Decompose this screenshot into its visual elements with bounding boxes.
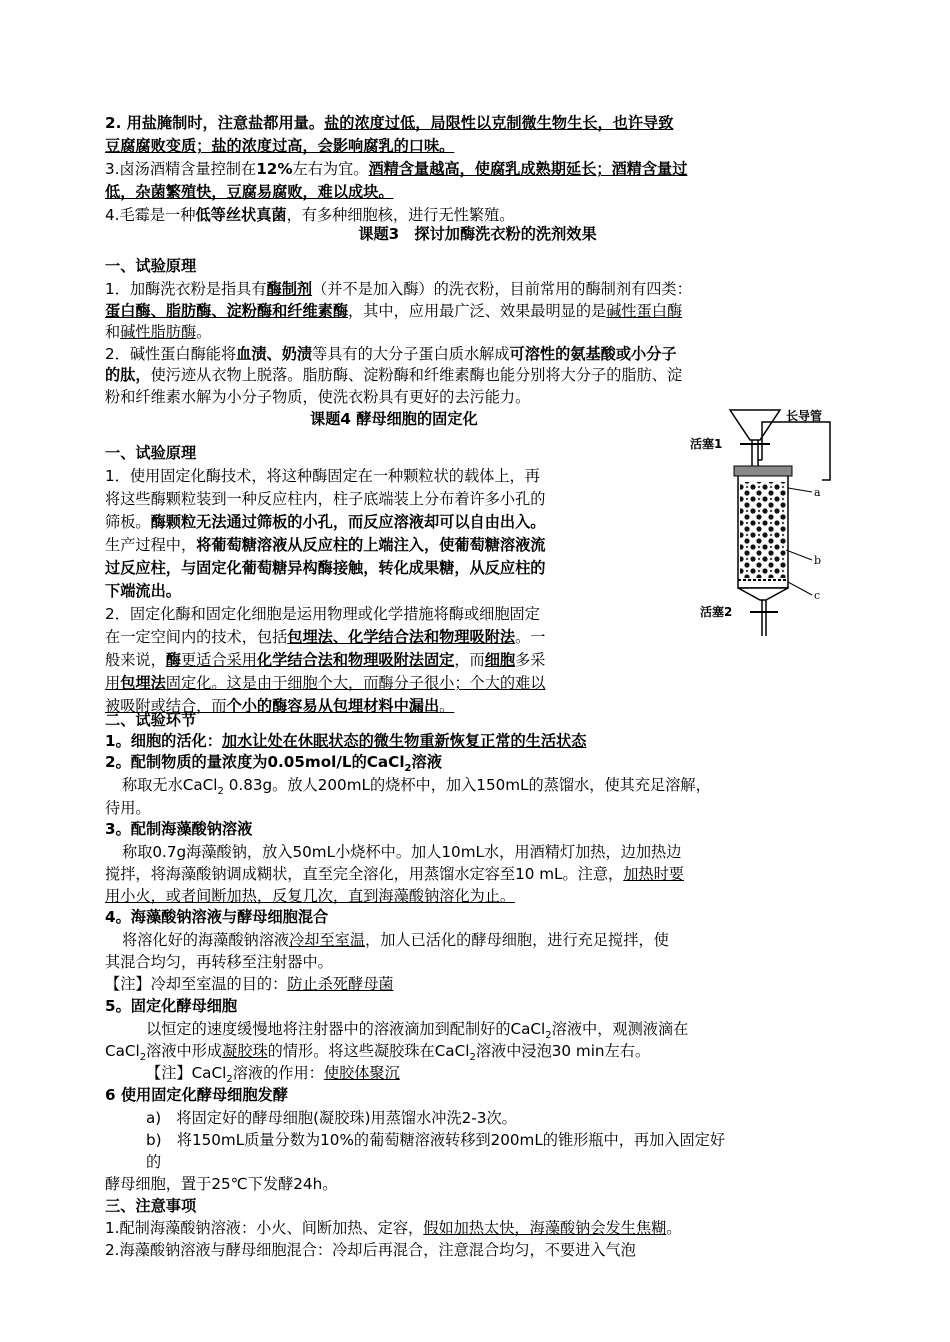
text-run: 酶制剂 [266,280,313,298]
text-run: 使污迹从衣物上脱落。脂肪酶、淀粉酶和纤维素酶也能分别将大分子的脂肪、淀 [150,366,683,384]
text-line [105,1218,850,1238]
column-bottom [738,588,788,600]
text-line [105,886,850,906]
text-run: 溶液中浸泡30 min左右。 [475,1042,651,1060]
text-run: 12% [256,160,293,178]
text-run: 碱性蛋白酶 [606,302,683,320]
text-run: 1.配制海藻酸钠溶液：小火、间断加热、定容， [105,1219,424,1237]
text-line [105,1041,850,1061]
text-run: CaCl [105,1042,140,1060]
text-run: 。 [196,323,212,341]
section-heading: 三、注意事项 [105,1197,197,1215]
subscript: 2 [139,1052,147,1061]
text-run: ，而 [454,651,485,669]
text-run: 加热时要 [623,865,684,883]
text-line [105,322,850,342]
text-run: 【注】CaCl [146,1064,227,1082]
text-run: 溶液中，观测液滴在 [551,1020,689,1038]
reactor-column-figure [690,400,860,640]
text-run: 2. 用盐腌制时，注意盐都用量。 [105,114,325,132]
text-line: 下端流出。 [105,582,181,600]
section-heading: 二、试验环节 [105,711,197,729]
text-run: 凝胶珠 [222,1042,268,1060]
text-line: 的 [146,1153,162,1171]
text-run: 加水让处在休眠状态的微生物重新恢复正常的生活状态 [221,732,587,750]
text-run: 左右为宜。 [292,160,369,178]
text-line [105,159,850,179]
text-run: ，其中，应用最广泛、效果最明显的是 [348,302,607,320]
step-title: 5。固定化酵母细胞 [105,997,238,1015]
text-run: 细胞 [484,651,516,669]
text-line: 称取0.7g海藻酸钠，放入50mL小烧杯中。加人10mL水，用酒精灯加热，边加热边 [122,843,682,861]
text-line [122,775,850,795]
text-run: 将溶化好的海藻酸钠溶液 [122,931,290,949]
figure-label-valve1: 活塞1 [690,437,723,451]
text-line [105,535,675,555]
text-run: 包埋法 [120,674,166,692]
text-run: 被吸附或结合，而 [105,697,227,715]
top-stopper [734,466,792,476]
text-line: 待用。 [105,799,151,817]
text-run: 多采 [515,651,546,669]
text-run: 酶颗粒无法通过筛板的小孔，而反应溶液却可以自由出入。 [150,513,546,531]
text-run: 搅拌，将海藻酸钠调成糊状，直至完全溶化，用蒸馏水定容至10 mL。注意， [105,865,624,883]
text-run: 低等丝状真菌 [195,206,287,224]
text-run: 生产过程中， [105,536,197,554]
text-run: 固定化。这是由于细胞个大，而酶分子很小；个大的难以 [165,674,546,692]
text-run: 化学结合法和物理吸附法固定 [256,651,455,669]
text-line [105,113,850,133]
text-line [105,301,850,321]
funnel-shape [730,410,780,440]
text-run: 以恒定的速度缓慢地将注射器中的溶液滴加到配制好的CaCl [146,1020,546,1038]
text-run: 溶液中形成 [146,1042,223,1060]
text-line [105,864,850,884]
leader-a [788,488,812,492]
text-run: 酶 [165,651,181,669]
text-line [105,344,850,364]
text-run: 蛋白酶、脂肪酶、淀粉酶和纤维素酶 [105,302,348,320]
text-run: 【注】冷却至室温的目的： [105,975,288,993]
list-item: a) 将固定好的酵母细胞(凝胶珠)用蒸馏水冲洗2-3次。 [146,1109,517,1127]
figure-label-tube: 长导管 [786,409,823,423]
text-line [105,182,850,202]
gel-beads [740,482,786,578]
text-run: 。一 [515,628,546,646]
text-run: 在一定空间内的技术，包括 [105,628,288,646]
text-run: 4.毛霉是一种 [105,206,196,224]
text-run: 的肽， [105,366,151,384]
figure-label-c: c [814,589,821,602]
text-line: 过反应柱，与固定化葡萄糖异构酶接触，转化成果糖，从反应柱的 [105,559,546,577]
text-line [122,930,850,950]
text-run: ，加人已活化的酵母细胞，进行充足搅拌，使 [365,931,669,949]
text-run: 粉和纤维素水解为小分子物质，使洗衣粉具有更好的去污能力。 [105,388,531,406]
text-run: 1．加酶洗衣粉是指具有 [105,280,267,298]
text-line: 2．固定化酶和固定化细胞是运用物理或化学措施将酶或细胞固定 [105,605,540,623]
text-line [105,731,850,751]
subscript: 2 [217,786,224,795]
text-run: 1。细胞的活化： [105,732,222,750]
text-run: 防止杀死酵母菌 [287,975,394,993]
text-run: 将葡萄糖溶液从反应柱的上端注入，使葡萄糖溶液流 [196,536,546,554]
step-title [105,752,850,772]
text-line: 其混合均匀，再转移至注射器中。 [105,953,333,971]
section-heading: 一、试验原理 [105,444,197,462]
leader-b [786,550,812,560]
text-run: 溶液 [411,753,442,771]
subscript: 2 [545,1030,552,1039]
text-line [105,205,850,225]
text-run: 使胶体聚沉 [323,1064,400,1082]
text-run: 0.83g。放人200mL的烧杯中，加入150mL的蒸馏水，使其充足溶解， [223,776,711,794]
text-run: 冷却至室温 [289,931,365,949]
subscript: 2 [404,763,412,772]
leader-c [788,582,812,595]
text-run: 盐的浓度过低，局限性以克制微生物生长，也许导致 [324,114,674,132]
text-line [105,650,675,670]
text-run: 酒精含量越高，使腐乳成熟期延长；酒精含量过 [368,160,688,178]
text-line: 2.海藻酸钠溶液与酵母细胞混合：冷却后再混合，注意混合均匀，不要进入气泡 [105,1241,636,1259]
text-run: 溶液的作用： [232,1064,324,1082]
step-title: 4。海藻酸钠溶液与酵母细胞混合 [105,908,329,926]
text-line: 1．使用固定化酶技术，将这种酶固定在一种颗粒状的载体上，再 [105,467,540,485]
text-run: 假如加热太快，海藻酸钠会发生焦糊 [423,1219,667,1237]
text-run: 2．碱性蛋白酶能将 [105,345,237,363]
figure-label-a: a [814,486,821,499]
step-title: 3。配制海藻酸钠溶液 [105,820,253,838]
section-title: 课题4 酵母细胞的固定化 [310,410,478,428]
figure-label-b: b [814,554,822,567]
subscript: 2 [226,1074,233,1083]
text-run: 个小的酶容易从包埋材料中漏出 [226,697,440,715]
text-run: 血渍、奶渍 [236,345,313,363]
text-line: 将这些酶颗粒装到一种反应柱内，柱子底端装上分布着许多小孔的 [105,490,546,508]
figure-label-valve2: 活塞2 [700,605,733,619]
text-run: 豆腐腐败变质；盐的浓度过高，会影响腐乳的口味。 [105,137,455,155]
text-run: 可溶性的氨基酸或小分子 [509,345,677,363]
note-line [146,1063,850,1083]
step-title: 6 使用固定化酵母细胞发酵 [105,1086,288,1104]
text-run: 包埋法、化学结合法和物理吸附法 [287,628,516,646]
text-run: 称取无水CaCl [122,776,218,794]
text-line [105,365,850,385]
text-run: 更适合采用 [180,651,257,669]
text-run: 3.卤汤酒精含量控制在 [105,160,257,178]
note-line [105,974,850,994]
subscript: 2 [469,1052,476,1061]
text-run: （并不是加入酶）的洗衣粉，目前常用的酶制剂有四类： [312,280,692,298]
text-line [105,673,675,693]
section-title: 课题3 探讨加酶洗衣粉的洗剂效果 [358,225,597,243]
text-run: 的情形。将这些凝胶珠在CaCl [267,1042,470,1060]
text-line [105,627,675,647]
text-run: 般来说， [105,651,166,669]
text-run: 筛板。 [105,513,151,531]
text-line: 酵母细胞，置于25℃下发酵24h。 [105,1175,338,1193]
text-run: 。 [439,697,455,715]
text-run: 。 [666,1219,682,1237]
text-line [105,512,675,532]
text-run: 用 [105,674,121,692]
text-line [105,136,850,156]
text-line [146,1019,850,1039]
text-run: 2。配制物质的量浓度为0.05mol/L的CaCl [105,753,405,771]
text-run: 碱性脂肪酶 [120,323,197,341]
text-run: 用小火，或者间断加热，反复几次，直到海藻酸钠溶化为止。 [105,887,516,905]
text-run: ，有多种细胞核，进行无性繁殖。 [286,206,515,224]
list-item: b) 将150mL质量分数为10%的葡萄糖溶液转移到200mL的锥形瓶中，再加入固定好 [146,1131,726,1149]
text-run: 低，杂菌繁殖快，豆腐易腐败，难以成块。 [105,183,394,201]
text-run: 等具有的大分子蛋白质水解成 [312,345,510,363]
section-heading: 一、试验原理 [105,257,197,275]
text-line [105,279,850,299]
text-run: 和 [105,323,121,341]
